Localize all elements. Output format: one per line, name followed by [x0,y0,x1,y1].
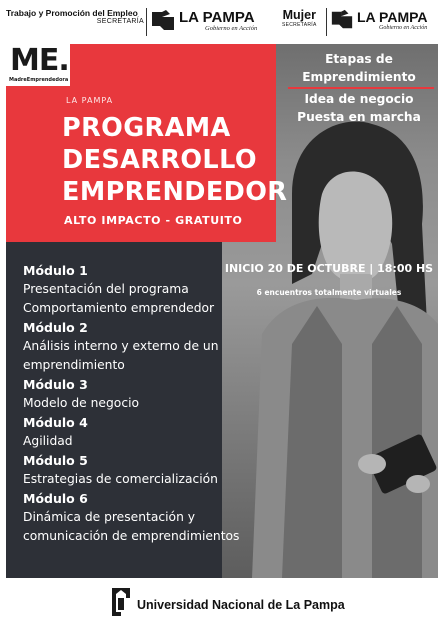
module-heading: Módulo 6 [23,491,88,506]
stages-line-2: Emprendimiento [302,70,416,84]
stages-line-1: Etapas de [325,52,393,66]
secretaria-mujer-label: SECRETARÍA [282,22,317,28]
la-pampa-logo-1-tagline: Gobierno en Acción [205,24,258,32]
stages-line-3: Idea de negocio [304,91,414,106]
module-description: Análisis interno y externo de un [23,339,219,353]
poster [6,44,438,578]
province-label: LA PAMPA [66,96,114,105]
university-logo [108,584,134,620]
stages-box [284,50,434,126]
program-title-line-2: DESARROLLO [62,145,257,175]
start-date: INICIO 20 DE OCTUBRE | 18:00 HS [224,262,434,275]
module-description: Presentación del programa [23,282,189,296]
program-title-line-1: PROGRAMA [62,113,231,143]
module-heading: Módulo 2 [23,320,88,335]
university-emblem-icon [108,584,134,620]
la-pampa-logo-1-name: LA PAMPA [179,8,255,26]
program-subtitle: ALTO IMPACTO - GRATUITO [64,214,243,227]
modules-list [23,261,283,546]
module-description: comunicación de emprendimientos [23,529,240,543]
module-heading: Módulo 3 [23,377,88,392]
module-heading: Módulo 5 [23,453,88,468]
university-name: Universidad Nacional de La Pampa [137,598,345,612]
module-description: emprendimiento [23,358,125,372]
me-logo-box [6,44,70,86]
module-description: Dinámica de presentación y [23,510,196,524]
la-pampa-map-icon [330,8,354,32]
module-description: Estrategias de comercialización [23,472,218,486]
module-heading: Módulo 1 [23,263,88,278]
la-pampa-logo-1 [150,8,257,34]
program-title [62,112,287,208]
secretaria-trabajo-title: Trabajo y Promoción del Empleo [6,8,138,18]
secretaria-trabajo [6,8,146,25]
header-divider [146,8,147,36]
la-pampa-logo-2 [330,8,428,32]
stages-divider [288,87,434,89]
secretaria-mujer [282,9,317,28]
module-heading: Módulo 4 [23,415,88,430]
header-divider-2 [326,8,327,36]
me-logo: ME. [10,44,69,78]
me-tagline: MadreEmprendedora [9,77,69,83]
meetings-info: 6 encuentros totalmente virtuales [256,288,402,297]
secretaria-trabajo-label: SECRETARÍA [96,18,144,25]
module-description: Comportamiento emprendedor [23,301,215,315]
program-title-line-3: EMPRENDEDOR [62,177,288,207]
la-pampa-logo-2-tagline: Gobierno en Acción [379,24,428,31]
module-description: Agilidad [23,434,73,448]
module-description: Modelo de negocio [23,396,140,410]
la-pampa-logo-2-name: LA PAMPA [357,8,428,25]
secretaria-mujer-title: Mujer [282,8,316,22]
la-pampa-map-icon [150,8,176,34]
stages-line-4: Puesta en marcha [297,109,421,124]
